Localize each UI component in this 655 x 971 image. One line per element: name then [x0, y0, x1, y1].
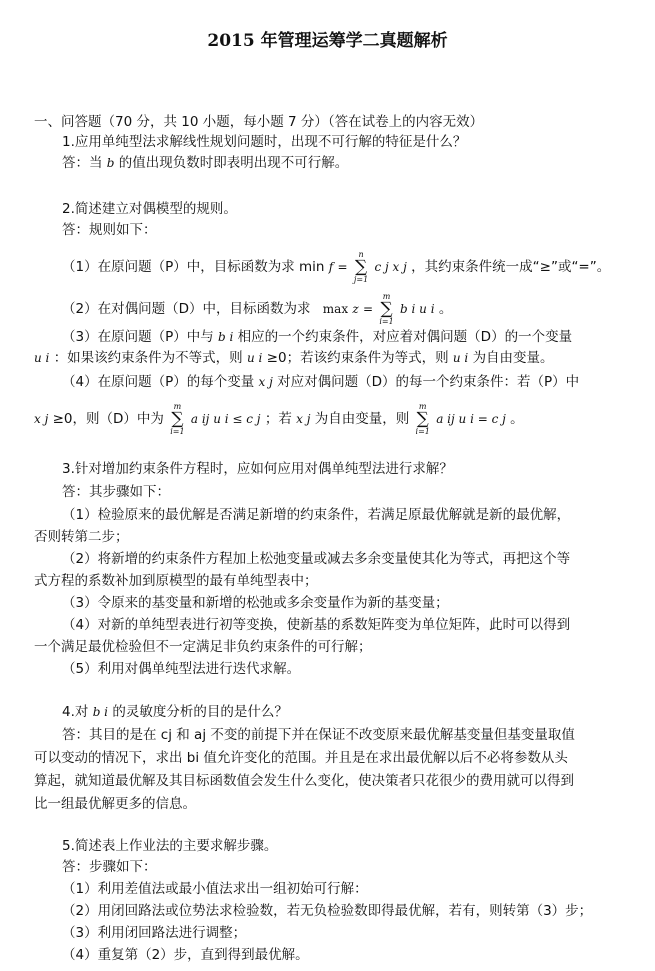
rule-3-line-1 — [62, 327, 572, 347]
rule-4-sum-1 — [170, 402, 184, 436]
step-3-4b: 一个满足最优检验但不一定满足非负约束条件的可行解； — [34, 639, 372, 655]
rule-2-term: b i u i — [400, 302, 435, 316]
rule-2-sum-bottom: i=1 — [379, 317, 394, 326]
rule-2-text: （2）在对偶问题（D）中，目标函数为求 — [62, 301, 311, 317]
answer-2-intro: 答：规则如下： — [62, 222, 157, 238]
question-4 — [62, 702, 288, 722]
rule-3-text-5: 为自由变量。 — [472, 350, 554, 366]
rule-3-var: b i — [218, 330, 234, 344]
step-3-2a: （2）将新增的约束条件方程加上松弛变量或减去多余变量使其化为等式，再把这个等 — [62, 551, 571, 567]
step-3-3: （3）令原来的基变量和新增的松弛或多余变量作为新的基变量； — [62, 595, 449, 611]
rule-4-sum-2-top: m — [418, 402, 427, 411]
document-title: 2015 年管理运筹学二真题解析 — [207, 31, 448, 51]
rule-2-eq: = — [363, 302, 374, 316]
rule-4-text: （4）在原问题（P）的每个变量 — [62, 374, 255, 390]
rule-3-line-2 — [34, 348, 554, 368]
rule-1-eq: = — [337, 260, 348, 274]
rule-3-text-4: ≥0；若该约束条件为等式，则 — [266, 350, 449, 366]
rule-1-sum-top: n — [358, 250, 364, 259]
rule-3-text-2: 相应的一个约束条件，对应着对偶问题（D）的一个变量 — [237, 329, 573, 345]
rule-4-sum-2 — [416, 402, 430, 436]
rule-4-text-6: 。 — [510, 411, 524, 427]
sigma-icon: ∑ — [354, 257, 368, 277]
rule-1-sum-bottom: j=1 — [353, 275, 369, 284]
step-5-1: （1）利用差值法或最小值法求出一组初始可行解： — [62, 881, 368, 897]
rule-4-text-5: 为自由变量，则 — [314, 411, 410, 427]
answer-3-intro: 答：其步骤如下： — [62, 484, 170, 500]
step-3-1a: （1）检验原来的最优解是否满足新增的约束条件，若满足原最优解就是新的最优解， — [62, 507, 571, 523]
rule-4-term-2: a ij u i = c j — [436, 412, 506, 426]
rule-2-z: z — [352, 302, 359, 316]
answer-4-line-4: 比一组最优解更多的信息。 — [34, 796, 196, 812]
rule-4-text-4: ；若 — [264, 411, 292, 427]
step-5-2: （2）用闭回路法或位势法求检验数，若无负检验数即得最优解，若有，则转第（3）步； — [62, 903, 593, 919]
answer-1-post: 的值出现负数时即表明出现不可行解。 — [118, 155, 349, 171]
rule-3-var-u3: u i — [452, 351, 469, 365]
rule-4-line-2 — [34, 402, 524, 436]
question-4-post: 的灵敏度分析的目的是什么？ — [112, 704, 288, 720]
step-5-4: （4）重复第（2）步，直到得到最优解。 — [62, 947, 309, 963]
step-3-5: （5）利用对偶单纯型法进行迭代求解。 — [62, 661, 301, 677]
question-4-pre: 4.对 — [62, 704, 89, 720]
sigma-icon: ∑ — [416, 409, 429, 429]
rule-3-var-u2: u i — [246, 351, 263, 365]
rule-1-post: ，其约束条件统一成“≥”或“=”。 — [411, 259, 611, 275]
answer-1-pre: 答：当 — [62, 155, 103, 171]
question-4-var: b i — [92, 705, 109, 719]
rule-4-var-x: x j — [34, 412, 49, 426]
rule-2-sum-top: m — [382, 292, 391, 301]
rule-1-f: f — [328, 260, 334, 274]
rule-1 — [62, 250, 610, 284]
answer-5-intro: 答：步骤如下： — [62, 859, 157, 875]
question-3: 3.针对增加约束条件方程时，应如何应用对偶单纯型法进行求解？ — [62, 461, 453, 477]
rule-4-var-x2: x j — [296, 412, 311, 426]
step-3-4a: （4）对新的单纯型表进行初等变换，使新基的系数矩阵变为单位矩阵，此时可以得到 — [62, 617, 571, 633]
question-2: 2.简述建立对偶模型的规则。 — [62, 201, 237, 217]
rule-4-var: x j — [258, 375, 273, 389]
rule-3-text-3: ：如果该约束条件为不等式，则 — [53, 350, 243, 366]
rule-4-sum-2-bottom: i=1 — [415, 427, 430, 436]
step-3-1b: 否则转第二步； — [34, 529, 129, 545]
sigma-icon: ∑ — [171, 409, 184, 429]
step-3-2b: 式方程的系数补加到原模型的最有单纯型表中； — [34, 573, 318, 589]
question-1: 1.应用单纯型法求解线性规划问题时，出现不可行解的特征是什么？ — [62, 134, 467, 150]
answer-1 — [62, 153, 348, 173]
rule-1-sum — [354, 250, 368, 284]
rule-4-text-3: ≥0，则（D）中为 — [52, 411, 164, 427]
rule-4-sum-bottom: i=1 — [170, 427, 185, 436]
rule-4-line-1 — [62, 372, 579, 392]
rule-1-text: （1）在原问题（P）中，目标函数为求 min — [62, 259, 325, 275]
rule-3-var-u: u i — [34, 351, 50, 365]
step-5-3: （3）利用闭回路法进行调整； — [62, 925, 247, 941]
sigma-icon: ∑ — [380, 299, 393, 319]
rule-4-term-1: a ij u i ≤ c j — [190, 412, 261, 426]
rule-4-sum-top: m — [173, 402, 182, 411]
answer-4-line-3: 算起，就知道最优解及其目标函数值会发生什么变化，使决策者只花很少的费用就可以得到 — [34, 773, 574, 789]
rule-4-text-2: 对应对偶问题（D）的每一个约束条件：若（P）中 — [277, 374, 580, 390]
answer-4-line-1: 答：其目的是在 cj 和 aj 不变的前提下并在保证不改变原来最优解基变量但基变量取值 — [62, 727, 575, 743]
rule-2 — [62, 292, 452, 326]
rule-2-max: max — [322, 302, 349, 316]
answer-4-line-2: 可以变动的情况下，求出 bi 值允许变化的范围。并且是在求出最优解以后不必将参数从头 — [34, 750, 568, 766]
answer-1-var: b — [106, 156, 115, 170]
rule-3-text: （3）在原问题（P）中与 — [62, 329, 214, 345]
section-heading: 一、问答题（70 分，共 10 小题，每小题 7 分）（答在试卷上的内容无效） — [34, 114, 484, 130]
rule-2-post: 。 — [438, 301, 453, 317]
rule-2-sum — [379, 292, 393, 326]
rule-1-term: c j x j — [374, 260, 407, 274]
question-5: 5.简述表上作业法的主要求解步骤。 — [62, 838, 278, 854]
